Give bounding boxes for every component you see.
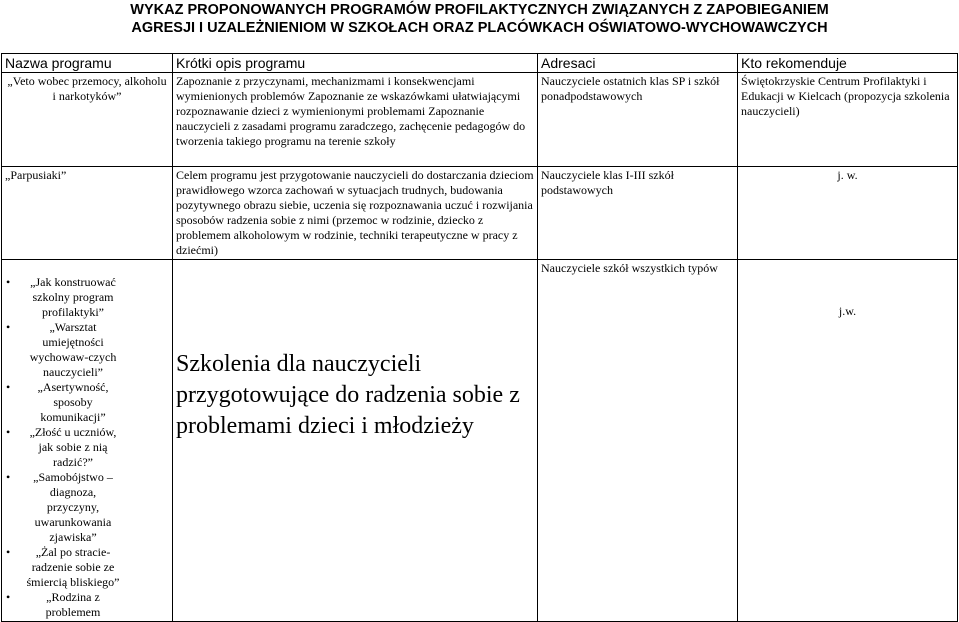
program-description-cell xyxy=(173,260,538,622)
title-line-1: WYKAZ PROPONOWANYCH PROGRAMÓW PROFILAKTYCZNYCH ZWIĄZANYCH Z ZAPOBIEGANIEM xyxy=(130,2,829,18)
header-recommender: Kto rekomenduje xyxy=(738,54,958,73)
list-item: • „Warsztat umiejętności wychowaw-czych nauczycieli” xyxy=(23,320,123,380)
programs-table xyxy=(1,53,958,622)
list-item: • „Samobójstwo – diagnoza, przyczyny, uwarunkowania zjawiska” xyxy=(23,470,123,545)
list-item: • „Rodzina z problemem xyxy=(23,590,123,620)
list-item: • „Asertywność, sposoby komunikacji” xyxy=(23,380,123,425)
program-recommender: Świętokrzyskie Centrum Profilaktyki i Edukacji w Kielcach (propozycja szkolenia nauczycieli) xyxy=(738,73,958,167)
list-item: • „Żal po stracie-radzenie sobie ze śmiercią bliskiego” xyxy=(23,545,123,590)
program-description: Celem programu jest przygotowanie nauczycieli do dostarczania dzieciom prawidłowego wzorca zachowań w sytuacjach trudnych, budowania pozytywnego obrazu siebie, uczenia się rozpoznawania uczuć i rozwijania sposobów radzenia sobie z nimi (przemoc w rodzinie, dziecko z problemem alkoholowym w rodzinie, techniki terapeutyczne w pracy z dziećmi) xyxy=(173,167,538,260)
program-audience: Nauczyciele ostatnich klas SP i szkół ponadpodstawowych xyxy=(538,73,738,167)
table-row xyxy=(2,260,958,622)
program-recommender-cell xyxy=(738,260,958,622)
program-name: „Parpusiaki” xyxy=(2,167,173,260)
training-heading: Szkolenia dla nauczycieli przygotowujące do radzenia sobie z problemami dzieci i młodzieży xyxy=(176,351,520,439)
training-topic-list xyxy=(5,275,123,620)
header-audience: Adresaci xyxy=(538,54,738,73)
program-name-list-cell xyxy=(2,260,173,622)
list-item: • „Złość u uczniów, jak sobie z nią radzić?” xyxy=(23,425,123,470)
program-recommender: j.w. xyxy=(838,304,857,318)
program-recommender: j. w. xyxy=(738,167,958,260)
table-row xyxy=(2,167,958,260)
page-title xyxy=(0,0,959,37)
table-row xyxy=(2,73,958,167)
list-item: • „Jak konstruować szkolny program profilaktyki” xyxy=(23,275,123,320)
title-line-2: AGRESJI I UZALEŻNIENIOM W SZKOŁACH ORAZ PLACÓWKACH OŚWIATOWO-WYCHOWAWCZYCH xyxy=(131,20,828,36)
header-description: Krótki opis programu xyxy=(173,54,538,73)
program-name: „Veto wobec przemocy, alkoholu i narkotyków” xyxy=(2,73,173,167)
header-row xyxy=(2,54,958,73)
program-audience: Nauczyciele klas I-III szkół podstawowych xyxy=(538,167,738,260)
header-name: Nazwa programu xyxy=(2,54,173,73)
program-description: Zapoznanie z przyczynami, mechanizmami i konsekwencjami wymienionych problemów Zapoznanie ze wskazówkami ułatwiającymi rozpoznawanie dzieci z wymienionymi problemami Zapoznanie nauczycieli z zasadami programu zaradczego, zachęcenie pedagogów do tworzenia takiego programu na terenie szkoły xyxy=(173,73,538,167)
program-audience: Nauczyciele szkół wszystkich typów xyxy=(538,260,738,622)
